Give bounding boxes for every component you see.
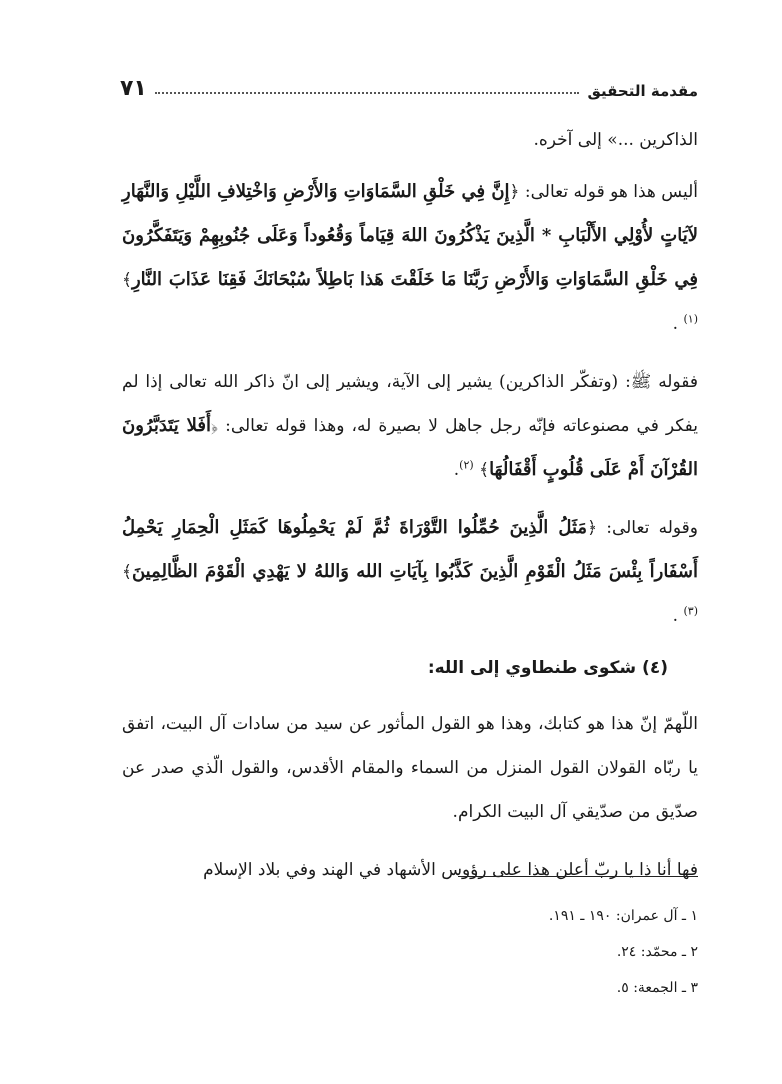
page-number: ٧١ [120, 76, 147, 101]
quran-close-bracket: ﴾ [479, 460, 490, 480]
paragraph-2-end: . [672, 314, 684, 334]
quran-close-bracket: ﴾ [122, 562, 132, 582]
paragraph-5: اللّهمّ إنّ هذا هو كتابك، وهذا هو القول المأثور عن سيد من سادات آل البيت، اتفق يا ربّاه القولان القول المنزل من السماء والمقام الأقدس، والقول الّذي صدر عن صدّيق من صدّيقي آل البيت الكرام. [122, 714, 698, 822]
paragraph-4 [122, 506, 698, 638]
paragraph-6: فها أنا ذا يا ربّ أعلن هذا على رؤوس الأشهاد في الهند وفي بلاد الإسلام [203, 860, 698, 880]
paragraph-2-intro: أليس هذا هو قوله تعالى: ﴿ [509, 182, 698, 202]
paragraph-2 [122, 170, 698, 346]
paragraph-3-end: . [453, 460, 460, 480]
main-text [122, 118, 698, 906]
footnote-separator [458, 876, 698, 877]
paragraph-4-end: . [672, 606, 684, 626]
header-title: مقدمة التحقيق [587, 82, 698, 100]
paragraph-3 [122, 360, 698, 492]
quran-close-bracket: ﴾ [122, 270, 132, 290]
running-header [120, 66, 698, 100]
footnote-ref-1: (١) [683, 312, 698, 326]
quran-verse-3: مَثَلُ الَّذِينَ حُمِّلُوا التَّوْرَاةَ ثُمَّ لَمْ يَحْمِلُوهَا كَمَثَلِ الْحِمَارِ يَحْمِلُ أَسْفَاراً بِئْسَ مَثَلُ الْقَوْمِ الَّذِينَ كَذَّبُوا بِآيَاتِ الله وَاللهُ لا يَهْدِي الْقَوْمَ الظَّالِمِينَ [122, 517, 698, 582]
paragraph-4-text: وقوله تعالى: ﴿ [587, 518, 699, 538]
footnote-1: ١ ـ آل عمران: ١٩٠ ـ ١٩١. [548, 908, 698, 924]
footnote-3: ٣ ـ الجمعة: ٥. [616, 980, 698, 996]
header-dot-leader [155, 92, 580, 94]
paragraph-1: الذاكرين ...» إلى آخره. [533, 130, 698, 150]
paragraph-3-text: فقوله ﷺ: (وتفكّر الذاكرين) يشير إلى الآية، ويشير إلى انّ ذاكر الله تعالى إذا لم يفكر في مصنوعاته فإنّه رجل جاهل لا بصيرة له، وهذا قوله تعالى: ﴿ [122, 372, 699, 436]
quran-verse-1: إِنَّ فِي خَلْقِ السَّمَاوَاتِ وَالأَرْضِ وَاخْتِلافِ اللَّيْلِ وَالنَّهَارِ لآيَاتٍ لأُوْلِي الأَلْبَابِ * الَّذِينَ يَذْكُرُونَ اللهَ قِيَاماً وَقُعُوداً وَعَلَى جُنُوبِهِمْ وَيَتَفَكَّرُونَ فِي خَلْقِ السَّمَاوَاتِ وَالأَرْضِ رَبَّنَا مَا خَلَقْتَ هَذا بَاطِلاً سُبْحَانَكَ فَقِنَا عَذَابَ النَّارِ [122, 181, 698, 290]
footnote-ref-2: (٢) [459, 458, 474, 472]
footnote-ref-3: (٣) [683, 604, 698, 618]
footnote-2: ٢ ـ محمّد: ٢٤. [616, 944, 698, 960]
section-heading: (٤) شكوى طنطاوي إلى الله: [427, 658, 668, 678]
quran-verse-2: أَفَلا يَتَدَبَّرُونَ القُرْآنَ أَمْ عَلَى قُلُوبٍ أَقْفَالُهَا [122, 415, 698, 480]
footnotes [400, 898, 698, 1006]
